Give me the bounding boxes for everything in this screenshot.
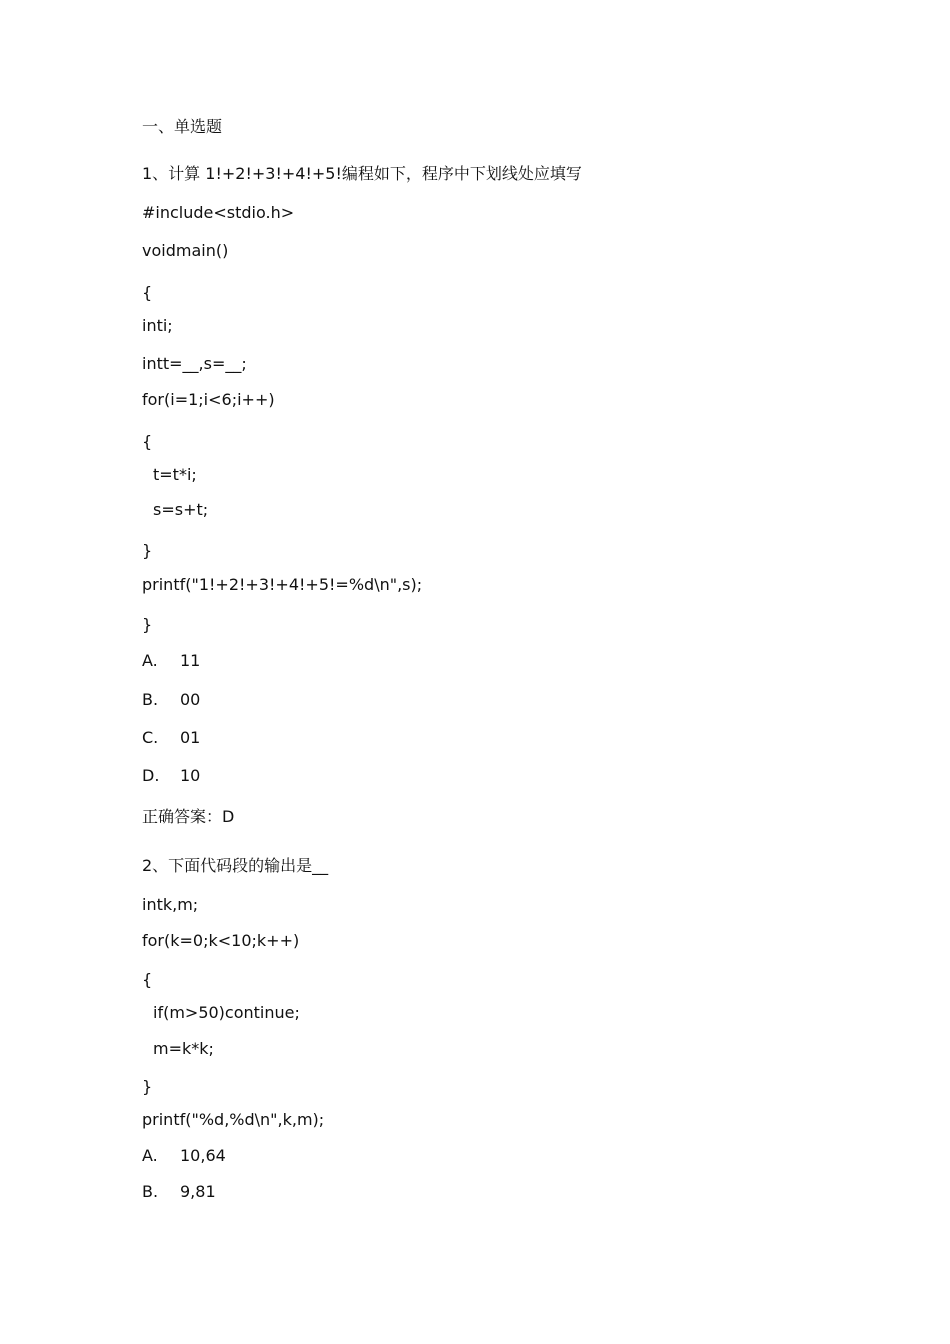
code-line: { — [142, 432, 153, 451]
code-line: voidmain() — [142, 241, 229, 260]
code-line: intk,m; — [142, 895, 199, 914]
code-line: if(m>50)continue; — [153, 1003, 300, 1022]
code-line: t=t*i; — [153, 465, 197, 484]
question-1-stem: 1、计算 1!+2!+3!+4!+5!编程如下，程序中下划线处应填写 — [142, 164, 582, 183]
option-text: 9,81 — [180, 1182, 216, 1201]
option-text: 11 — [180, 651, 201, 670]
question-2-stem: 2、下面代码段的输出是__ — [142, 856, 329, 875]
code-line: { — [142, 970, 153, 989]
option-letter: C. — [142, 728, 159, 747]
code-line: s=s+t; — [153, 500, 209, 519]
section-title: 一、单选题 — [142, 117, 223, 136]
option-letter: D. — [142, 766, 160, 785]
code-line: } — [142, 541, 153, 560]
option-letter: B. — [142, 1182, 159, 1201]
code-line: for(i=1;i<6;i++) — [142, 390, 275, 409]
code-line: intt=__,s=__; — [142, 354, 247, 373]
code-line: inti; — [142, 316, 173, 335]
code-line: m=k*k; — [153, 1039, 214, 1058]
code-line: for(k=0;k<10;k++) — [142, 931, 300, 950]
option-text: 01 — [180, 728, 201, 747]
code-line: { — [142, 283, 153, 302]
option-letter: A. — [142, 651, 158, 670]
option-text: 10 — [180, 766, 201, 785]
option-text: 10,64 — [180, 1146, 226, 1165]
option-letter: B. — [142, 690, 159, 709]
code-line: printf("%d,%d\n",k,m); — [142, 1110, 325, 1129]
option-text: 00 — [180, 690, 201, 709]
code-line: printf("1!+2!+3!+4!+5!=%d\n",s); — [142, 575, 423, 594]
code-line: } — [142, 615, 153, 634]
question-1-answer: 正确答案：D — [142, 807, 235, 826]
option-letter: A. — [142, 1146, 158, 1165]
code-line: } — [142, 1077, 153, 1096]
code-line: #include<stdio.h> — [142, 203, 295, 222]
